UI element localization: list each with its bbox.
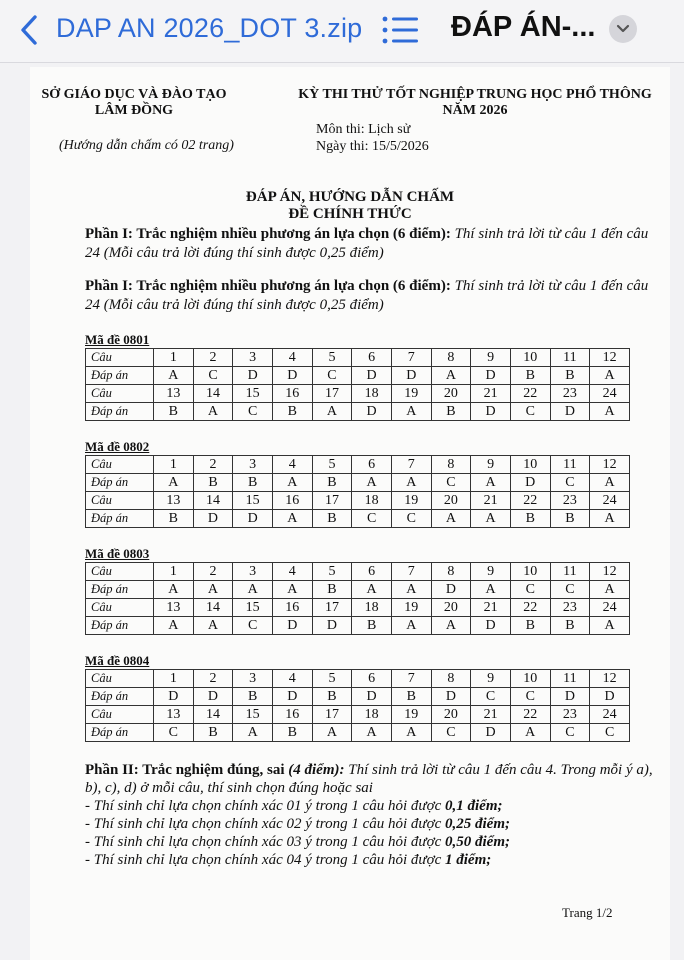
answer-cell: D (272, 367, 312, 385)
answer-cell: A (590, 617, 630, 635)
question-number-cell: 23 (550, 599, 590, 617)
part2-instruction (85, 761, 660, 797)
rule-item: - Thí sinh chỉ lựa chọn chính xác 03 ý trong 1 câu hỏi được 0,50 điểm; (85, 834, 511, 850)
row-label: Câu (86, 349, 154, 367)
answer-cell: A (471, 510, 511, 528)
page-number: Trang 1/2 (562, 905, 613, 920)
chevron-down-icon (616, 24, 630, 34)
answer-cell: A (154, 581, 194, 599)
back-button[interactable] (14, 12, 44, 48)
question-number-cell: 5 (312, 349, 352, 367)
answer-cell: A (352, 581, 392, 599)
answer-cell: D (550, 403, 590, 421)
question-number-cell: 14 (193, 599, 233, 617)
question-row (86, 563, 630, 581)
part1-instruction-a (85, 225, 655, 263)
question-number-cell: 13 (154, 706, 194, 724)
part1-text: Thí sinh trả lời từ câu 1 đến câu 24 (Mỗi câu trả lời đúng thí sinh được 0,25 điểm) (85, 278, 649, 313)
answer-cell: A (233, 581, 273, 599)
answer-cell: C (471, 688, 511, 706)
question-number-cell: 24 (590, 492, 630, 510)
row-label: Đáp án (86, 367, 154, 385)
province-name: LÂM ĐỒNG (94, 103, 174, 118)
question-row (86, 706, 630, 724)
rule-item: - Thí sinh chỉ lựa chọn chính xác 01 ý trong 1 câu hỏi được 0,1 điểm; (85, 798, 503, 814)
answer-row (86, 367, 630, 385)
question-number-cell: 17 (312, 599, 352, 617)
question-row (86, 670, 630, 688)
question-number-cell: 13 (154, 385, 194, 403)
answer-cell: A (352, 724, 392, 742)
question-number-cell: 4 (272, 456, 312, 474)
answer-cell: C (510, 403, 550, 421)
question-number-cell: 21 (471, 599, 511, 617)
answer-cell: A (391, 581, 431, 599)
answer-cell: A (193, 617, 233, 635)
answer-cell: A (154, 367, 194, 385)
question-number-cell: 1 (154, 349, 194, 367)
row-label: Câu (86, 670, 154, 688)
question-number-cell: 13 (154, 492, 194, 510)
answer-cell: B (510, 367, 550, 385)
answer-cell: C (510, 688, 550, 706)
question-number-cell: 6 (352, 563, 392, 581)
question-number-cell: 16 (272, 385, 312, 403)
exam-info (316, 121, 429, 155)
answer-cell: A (471, 474, 511, 492)
answer-cell: A (272, 510, 312, 528)
answer-cell: D (471, 403, 511, 421)
question-number-cell: 22 (510, 706, 550, 724)
question-number-cell: 20 (431, 492, 471, 510)
question-number-cell: 23 (550, 385, 590, 403)
answer-cell: D (272, 617, 312, 635)
question-number-cell: 8 (431, 349, 471, 367)
question-number-cell: 12 (590, 456, 630, 474)
question-number-cell: 14 (193, 492, 233, 510)
answer-row (86, 403, 630, 421)
answer-cell: C (431, 474, 471, 492)
answer-cell: B (550, 617, 590, 635)
row-label: Câu (86, 492, 154, 510)
row-label: Đáp án (86, 403, 154, 421)
answer-cell: A (352, 474, 392, 492)
document-page (30, 67, 670, 960)
answer-cell: D (272, 688, 312, 706)
answer-table-0802 (85, 455, 630, 528)
answer-cell: B (193, 474, 233, 492)
question-number-cell: 9 (471, 670, 511, 688)
answer-cell: A (431, 617, 471, 635)
answer-row (86, 688, 630, 706)
answer-cell: A (510, 724, 550, 742)
question-number-cell: 24 (590, 385, 630, 403)
question-number-cell: 13 (154, 599, 194, 617)
answer-cell: A (590, 581, 630, 599)
answer-cell: C (590, 724, 630, 742)
answer-cell: A (272, 581, 312, 599)
question-number-cell: 4 (272, 349, 312, 367)
question-number-cell: 7 (391, 563, 431, 581)
answer-cell: A (312, 403, 352, 421)
header-note: (Hướng dẫn chấm có 02 trang) (59, 138, 234, 153)
exam-date: Ngày thi: 15/5/2026 (316, 139, 429, 154)
answer-cell: D (391, 367, 431, 385)
document-heading (30, 189, 670, 223)
part2-heading: Phần II: Trắc nghiệm đúng, sai (85, 762, 285, 778)
question-number-cell: 21 (471, 492, 511, 510)
answer-cell: B (431, 403, 471, 421)
answer-cell: B (193, 724, 233, 742)
question-number-cell: 10 (510, 563, 550, 581)
question-number-cell: 3 (233, 349, 273, 367)
question-number-cell: 5 (312, 456, 352, 474)
row-label: Đáp án (86, 474, 154, 492)
row-label: Đáp án (86, 581, 154, 599)
question-number-cell: 19 (391, 599, 431, 617)
question-number-cell: 15 (233, 706, 273, 724)
answer-row (86, 724, 630, 742)
file-name[interactable]: DAP AN 2026_DOT 3.zip (56, 13, 363, 43)
question-number-cell: 15 (233, 385, 273, 403)
row-label: Đáp án (86, 688, 154, 706)
question-number-cell: 12 (590, 670, 630, 688)
answer-cell: B (352, 617, 392, 635)
question-number-cell: 11 (550, 563, 590, 581)
question-row (86, 456, 630, 474)
question-number-cell: 8 (431, 456, 471, 474)
department-name: SỞ GIÁO DỤC VÀ ĐÀO TẠO (41, 87, 227, 102)
answer-cell: C (193, 367, 233, 385)
answer-cell: A (391, 724, 431, 742)
answer-cell: A (391, 403, 431, 421)
header-right (286, 87, 664, 119)
question-row (86, 492, 630, 510)
question-number-cell: 18 (352, 599, 392, 617)
answer-cell: B (272, 724, 312, 742)
question-number-cell: 21 (471, 385, 511, 403)
answer-cell: D (431, 581, 471, 599)
answer-cell: D (352, 403, 392, 421)
answer-cell: D (431, 688, 471, 706)
answer-cell: D (352, 367, 392, 385)
answer-cell: B (391, 688, 431, 706)
question-number-cell: 7 (391, 670, 431, 688)
code-label-0804: Mã đề 0804 (85, 653, 150, 668)
answer-cell: A (590, 510, 630, 528)
question-number-cell: 23 (550, 492, 590, 510)
question-number-cell: 9 (471, 563, 511, 581)
part2-points: (4 điểm): (284, 762, 345, 778)
part1-heading: Phần I: Trắc nghiệm nhiều phương án lựa chọn (6 điểm): (85, 278, 451, 294)
question-number-cell: 20 (431, 706, 471, 724)
question-number-cell: 11 (550, 456, 590, 474)
document-title: ĐÁP ÁN-... (451, 11, 596, 43)
rule-item: - Thí sinh chỉ lựa chọn chính xác 04 ý trong 1 câu hỏi được 1 điểm; (85, 852, 492, 868)
question-row (86, 349, 630, 367)
more-options-button[interactable] (609, 15, 637, 43)
answer-cell: B (154, 403, 194, 421)
question-number-cell: 9 (471, 349, 511, 367)
answer-cell: B (312, 581, 352, 599)
question-number-cell: 8 (431, 670, 471, 688)
question-number-cell: 14 (193, 385, 233, 403)
answer-row (86, 617, 630, 635)
answer-cell: C (312, 367, 352, 385)
row-label: Đáp án (86, 617, 154, 635)
answer-cell: C (431, 724, 471, 742)
answer-cell: A (590, 403, 630, 421)
answer-cell: A (233, 724, 273, 742)
question-number-cell: 16 (272, 599, 312, 617)
answer-cell: A (312, 724, 352, 742)
answer-cell: C (391, 510, 431, 528)
part1-heading: Phần I: Trắc nghiệm nhiều phương án lựa chọn (6 điểm): (85, 226, 451, 242)
answer-cell: D (233, 510, 273, 528)
answer-cell: B (312, 688, 352, 706)
answer-cell: A (431, 510, 471, 528)
question-number-cell: 6 (352, 456, 392, 474)
question-number-cell: 20 (431, 599, 471, 617)
answer-cell: B (233, 474, 273, 492)
answer-row (86, 474, 630, 492)
question-number-cell: 24 (590, 706, 630, 724)
answer-row (86, 510, 630, 528)
question-number-cell: 1 (154, 456, 194, 474)
question-number-cell: 12 (590, 563, 630, 581)
question-number-cell: 6 (352, 349, 392, 367)
question-number-cell: 10 (510, 670, 550, 688)
question-number-cell: 17 (312, 706, 352, 724)
question-number-cell: 5 (312, 563, 352, 581)
answer-cell: B (510, 617, 550, 635)
question-number-cell: 17 (312, 385, 352, 403)
question-number-cell: 17 (312, 492, 352, 510)
row-label: Câu (86, 456, 154, 474)
row-label: Câu (86, 706, 154, 724)
question-number-cell: 3 (233, 563, 273, 581)
answer-cell: C (233, 403, 273, 421)
answer-cell: D (352, 688, 392, 706)
header-left (30, 87, 238, 119)
answer-cell: C (233, 617, 273, 635)
answer-row (86, 581, 630, 599)
answer-cell: A (590, 367, 630, 385)
question-number-cell: 19 (391, 706, 431, 724)
answer-cell: A (193, 403, 233, 421)
question-number-cell: 2 (193, 349, 233, 367)
answer-cell: B (550, 367, 590, 385)
question-number-cell: 9 (471, 456, 511, 474)
question-number-cell: 19 (391, 492, 431, 510)
answer-cell: D (510, 474, 550, 492)
answer-table-0804 (85, 669, 630, 742)
answer-table-0803 (85, 562, 630, 635)
question-number-cell: 20 (431, 385, 471, 403)
answer-cell: A (391, 617, 431, 635)
exam-year: NĂM 2026 (442, 103, 508, 118)
answer-cell: B (312, 474, 352, 492)
question-row (86, 599, 630, 617)
answer-cell: A (431, 367, 471, 385)
answer-cell: C (154, 724, 194, 742)
question-number-cell: 21 (471, 706, 511, 724)
question-number-cell: 22 (510, 492, 550, 510)
question-number-cell: 1 (154, 670, 194, 688)
question-number-cell: 15 (233, 492, 273, 510)
heading-line-2: ĐỀ CHÍNH THỨC (288, 206, 412, 222)
question-number-cell: 4 (272, 563, 312, 581)
row-label: Câu (86, 385, 154, 403)
question-number-cell: 6 (352, 670, 392, 688)
answer-cell: C (510, 581, 550, 599)
answer-cell: C (550, 724, 590, 742)
question-number-cell: 2 (193, 670, 233, 688)
row-label: Đáp án (86, 724, 154, 742)
question-number-cell: 7 (391, 349, 431, 367)
viewer-toolbar (0, 0, 684, 63)
list-icon (381, 14, 421, 46)
question-number-cell: 18 (352, 385, 392, 403)
answer-cell: D (233, 367, 273, 385)
answer-cell: B (312, 510, 352, 528)
exam-subject: Môn thi: Lịch sử (316, 122, 411, 137)
list-button[interactable] (381, 14, 421, 46)
answer-cell: D (471, 617, 511, 635)
answer-cell: D (312, 617, 352, 635)
answer-cell: C (352, 510, 392, 528)
question-number-cell: 18 (352, 492, 392, 510)
exam-name: KỲ THI THỬ TỐT NGHIỆP TRUNG HỌC PHỔ THÔNG (298, 87, 652, 102)
question-row (86, 385, 630, 403)
answer-cell: A (154, 617, 194, 635)
question-number-cell: 22 (510, 385, 550, 403)
question-number-cell: 3 (233, 670, 273, 688)
question-number-cell: 23 (550, 706, 590, 724)
code-label-0803: Mã đề 0803 (85, 546, 150, 561)
question-number-cell: 7 (391, 456, 431, 474)
answer-cell: A (154, 474, 194, 492)
question-number-cell: 2 (193, 563, 233, 581)
answer-cell: A (391, 474, 431, 492)
question-number-cell: 18 (352, 706, 392, 724)
question-number-cell: 12 (590, 349, 630, 367)
question-number-cell: 11 (550, 349, 590, 367)
question-number-cell: 10 (510, 456, 550, 474)
answer-cell: D (550, 688, 590, 706)
question-number-cell: 10 (510, 349, 550, 367)
answer-cell: A (590, 474, 630, 492)
question-number-cell: 1 (154, 563, 194, 581)
answer-table-0801 (85, 348, 630, 421)
question-number-cell: 22 (510, 599, 550, 617)
question-number-cell: 15 (233, 599, 273, 617)
heading-line-1: ĐÁP ÁN, HƯỚNG DẪN CHẤM (245, 189, 455, 205)
chevron-left-icon (19, 14, 39, 46)
question-number-cell: 11 (550, 670, 590, 688)
answer-cell: B (510, 510, 550, 528)
answer-cell: D (193, 510, 233, 528)
answer-cell: A (471, 581, 511, 599)
question-number-cell: 4 (272, 670, 312, 688)
answer-cell: D (193, 688, 233, 706)
question-number-cell: 5 (312, 670, 352, 688)
question-number-cell: 19 (391, 385, 431, 403)
question-number-cell: 3 (233, 456, 273, 474)
answer-cell: B (233, 688, 273, 706)
question-number-cell: 14 (193, 706, 233, 724)
code-label-0802: Mã đề 0802 (85, 439, 150, 454)
question-number-cell: 16 (272, 706, 312, 724)
question-number-cell: 24 (590, 599, 630, 617)
answer-cell: C (550, 581, 590, 599)
answer-cell: B (272, 403, 312, 421)
rule-item: - Thí sinh chỉ lựa chọn chính xác 02 ý trong 1 câu hỏi được 0,25 điểm; (85, 816, 511, 832)
answer-cell: A (193, 581, 233, 599)
code-label-0801: Mã đề 0801 (85, 332, 150, 347)
answer-cell: D (471, 367, 511, 385)
question-number-cell: 2 (193, 456, 233, 474)
answer-cell: B (154, 510, 194, 528)
answer-cell: D (590, 688, 630, 706)
answer-cell: C (550, 474, 590, 492)
question-number-cell: 16 (272, 492, 312, 510)
answer-cell: D (154, 688, 194, 706)
answer-cell: A (272, 474, 312, 492)
row-label: Đáp án (86, 510, 154, 528)
part1-text: Thí sinh trả lời từ câu 1 đến câu 24 (Mỗi câu trả lời đúng thí sinh được 0,25 điểm) (85, 226, 649, 261)
part2-text: Thí sinh trả lời từ câu 1 đến câu 4. Trong mỗi ý a), b), c), d) ở mỗi câu, thí sinh chọn đúng hoặc sai (85, 762, 653, 796)
part2-section (85, 761, 660, 869)
answer-cell: D (471, 724, 511, 742)
row-label: Câu (86, 563, 154, 581)
part1-instruction-b (85, 277, 655, 315)
row-label: Câu (86, 599, 154, 617)
answer-cell: B (550, 510, 590, 528)
question-number-cell: 8 (431, 563, 471, 581)
